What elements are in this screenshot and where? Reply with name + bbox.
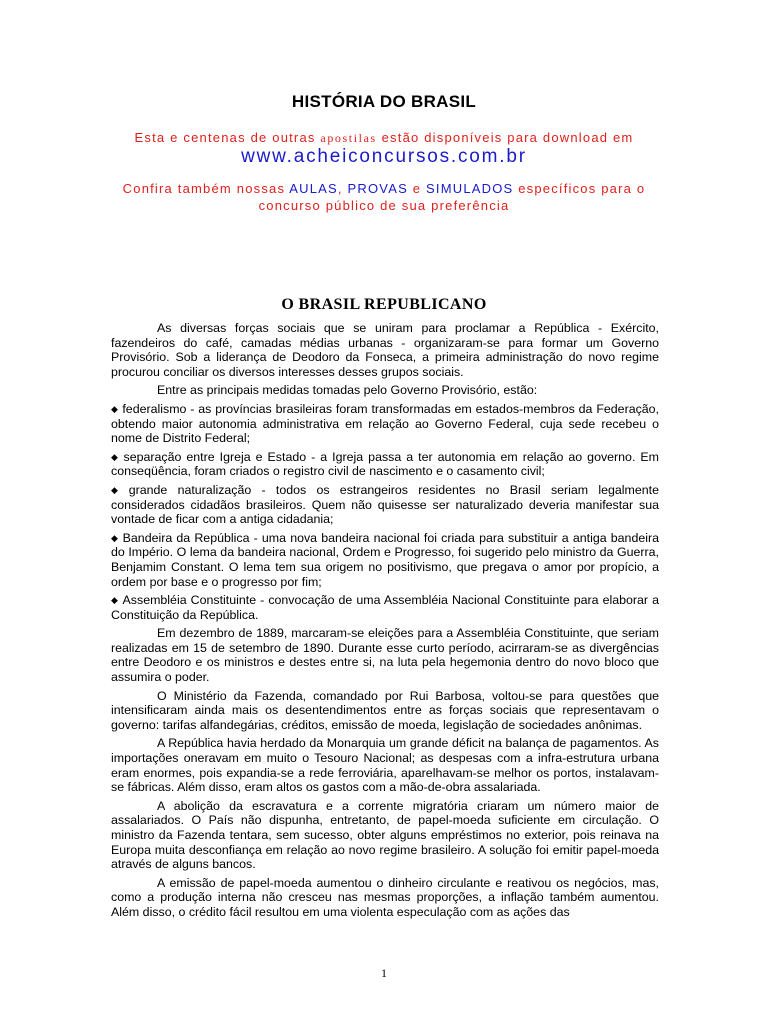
bullet-text: federalismo - as províncias brasileiras foram transformadas em estados-membros da Federação, obtendo maior autonomia administrativa em relação ao Governo Federal, cuja sede recebeu o nome de Distrito Federal; <box>111 401 660 446</box>
bullet-item <box>111 593 659 622</box>
promo2-sep-e: e <box>412 181 422 196</box>
bullet-text: Assembléia Constituinte - convocação de uma Assembléia Nacional Constituinte para elaborar a Constituição da República. <box>111 593 659 622</box>
promo-line <box>0 130 768 146</box>
bullet-text: grande naturalização - todos os estrangeiros residentes no Brasil seriam legalmente considerados cidadãos brasileiros. Quem não quisesse ser naturalizado deveria manifestar sua vontade de ficar com a antiga cidadania; <box>111 482 659 527</box>
promo-text-end: estão disponíveis para download em <box>381 130 634 145</box>
bullet-item <box>111 531 659 589</box>
simulados-link[interactable]: SIMULADOS <box>426 181 514 196</box>
aulas-link[interactable]: AULAS <box>289 181 338 196</box>
paragraph: A emissão de papel-moeda aumentou o dinheiro circulante e reativou os negócios, mas, como a produção interna não cresceu nas mesmas proporções, a inflação também aumentou. Além disso, o crédito fácil resultou em uma violenta especulação com as ações das <box>111 875 659 919</box>
promo-confira <box>100 180 668 214</box>
promo2-text-end: específicos para o concurso público de sua preferência <box>258 181 646 213</box>
paragraph: A abolição da escravatura e a corrente migratória criaram um número maior de assalariados. O País não dispunha, entretanto, de papel-moeda suficiente em circulação. O ministro da Fazenda tentara, sem sucesso, obter alguns empréstimos no exterior, pois reinava na Europa muita desconfiança em relação ao novo regime brasileiro. A solução foi emitir papel-moeda através de alguns bancos. <box>111 798 659 872</box>
diamond-bullet-icon: ◆ <box>111 532 119 543</box>
promo2-sep: , <box>337 181 343 196</box>
provas-link[interactable]: PROVAS <box>347 181 408 196</box>
promo-text: Esta e centenas de outras <box>134 130 316 145</box>
promo2-text: Confira também nossas <box>122 181 286 196</box>
document-body <box>111 321 659 924</box>
diamond-bullet-icon: ◆ <box>111 595 119 606</box>
bullet-item <box>111 450 659 479</box>
page-number: 1 <box>381 966 387 980</box>
bullet-item <box>111 483 659 527</box>
paragraph: Entre as principais medidas tomadas pelo Governo Provisório, estão: <box>157 383 538 398</box>
paragraph: Em dezembro de 1889, marcaram-se eleições para a Assembléia Constituinte, que seriam realizadas em 15 de setembro de 1890. Durante esse curto período, acirraram-se as divergências entre Deodoro e os ministros e destes entre si, na luta pela hegemonia dentro do novo bloco que assumira o poder. <box>111 626 659 685</box>
site-link[interactable]: www.acheiconcursos.com.br <box>241 146 527 167</box>
diamond-bullet-icon: ◆ <box>111 403 119 414</box>
diamond-bullet-icon: ◆ <box>111 484 125 495</box>
section-title: O BRASIL REPUBLICANO <box>281 296 487 313</box>
diamond-bullet-icon: ◆ <box>111 451 120 462</box>
paragraph: A República havia herdado da Monarquia um grande déficit na balança de pagamentos. As importações oneravam em muito o Tesouro Nacional; as despesas com a infra-estrutura urbana eram enormes, pois expandia-se a rede ferroviária, aparelhavam-se melhor os portos, instalavam-se fábricas. Além disso, eram altos os gastos com a mão-de-obra assalariada. <box>111 736 659 795</box>
paragraph: As diversas forças sociais que se uniram para proclamar a República - Exército, fazendeiros do café, camadas médias urbanas - organizaram-se para formar um Governo Provisório. Sob a liderança de Deodoro da Fonseca, a primeira administração do novo regime procurou conciliar os diversos interesses desses grupos sociais. <box>111 321 659 379</box>
paragraph: O Ministério da Fazenda, comandado por Rui Barbosa, voltou-se para questões que intensificaram ainda mais os desentendimentos entre as forças sociais que representavam o governo: tarifas alfandegárias, créditos, emissão de moeda, legislação de sociedades anônimas. <box>111 688 659 732</box>
bullet-item <box>111 402 659 446</box>
promo-apostilas: apostilas <box>320 131 377 145</box>
bullet-text: Bandeira da República - uma nova bandeira nacional foi criada para substituir a antiga bandeira do Império. O lema da bandeira nacional, Ordem e Progresso, foi sugerido pelo ministro da Guerra, Benjamim Constant. O lema tem sua origem no positivismo, que pregava o amor por propício, a ordem por base e o progresso por fim; <box>111 530 659 589</box>
document-title: HISTÓRIA DO BRASIL <box>291 92 477 111</box>
bullet-text: separação entre Igreja e Estado - a Igreja passa a ter autonomia em relação ao governo. Em conseqüência, foram criados o registro civil de nascimento e o casamento civil; <box>111 449 659 479</box>
